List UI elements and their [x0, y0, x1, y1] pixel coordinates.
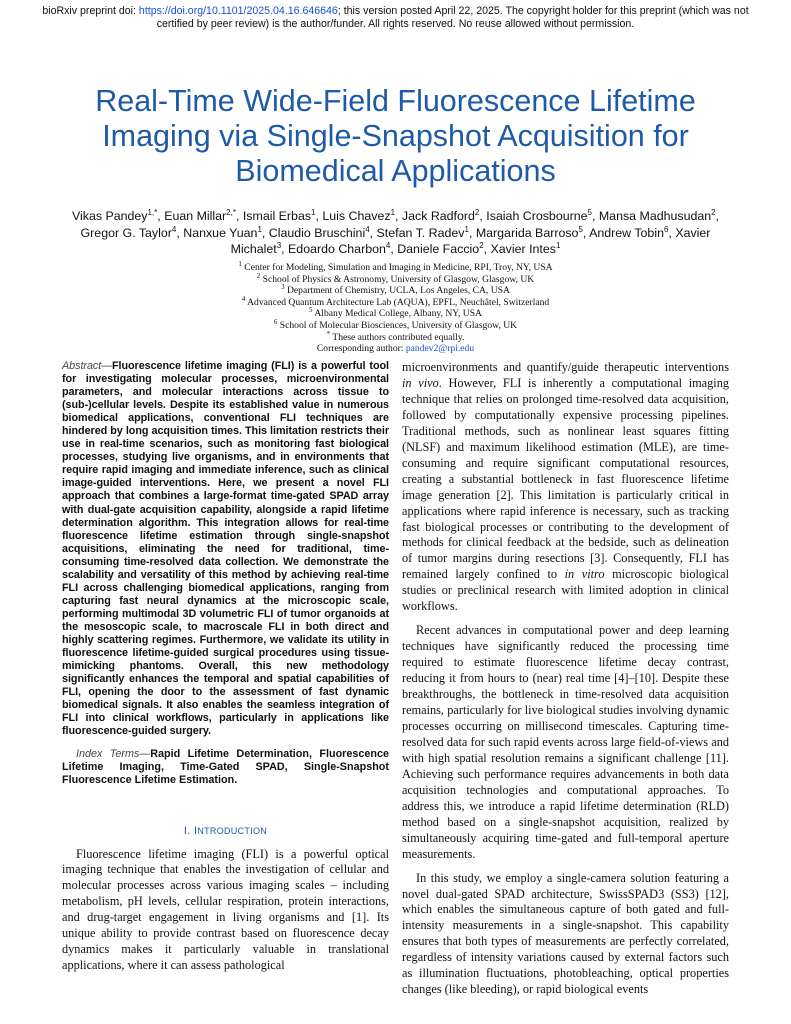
author-name: Luis Chavez [322, 209, 391, 223]
notice-prefix: bioRxiv preprint doi: [42, 5, 139, 17]
intro-paragraph-1: Fluorescence lifetime imaging (FLI) is a powerful optical imaging technique that enables the investigation of cellular and molecular processes across various imaging scales – including metabolism, pH levels, cellular respiration, protein interactions, and drug-target engagement in living organisms and [1]. Its unique ability to provide contrast based on fluorescence decay dynamics makes it particularly valuable in translational applications, where it can assess pathological [62, 846, 389, 973]
affiliation-list [80, 259, 711, 332]
index-terms-text: Rapid Lifetime Determination, Fluorescence Lifetime Imaging, Time-Gated SPAD, Single-Snapshot Fluorescence Lifetime Estimation. [62, 748, 389, 787]
affiliation-text: Department of Chemistry, UCLA, Los Angeles, CA, USA [284, 285, 510, 297]
affiliation-text: School of Molecular Biosciences, University of Glasgow, UK [277, 319, 518, 331]
section-rest: NTRODUCTION [197, 825, 268, 836]
abstract [62, 360, 389, 738]
affiliation-line [80, 285, 711, 297]
left-column [62, 360, 389, 974]
affiliation-mark: 5 [309, 306, 313, 315]
doi-link[interactable]: https://doi.org/10.1101/2025.04.16.646646 [138, 5, 338, 17]
abstract-text: Fluorescence lifetime imaging (FLI) is a powerful tool for investigating molecular processes, microenvironmental parameters, and molecular interactions across tissue to (sub-)cellular levels. Despite its established value in numerous biomedical applications, conventional FLI techniques are hindered by long acquisition times. This limitation restricts their use in real-time scenarios, such as monitoring fast biological processes, studying live organisms, and in environments that require rapid imaging and immediate inference, such as clinical image-guided interventions. Here, we present a novel FLI approach that combines a large-format time-gated SPAD array with dual-gate acquisition capability, alongside a rapid lifetime determination algorithm. This integration allows for real-time fluorescence lifetime estimation through single-snapshot acquisitions, eliminating the need for traditional, time-consuming time-resolved data collection. We demonstrate the scalability and versatility of this method by achieving real-time FLI across challenging biomedical applications, ranging from capturing fast neural dynamics at the microscopic scale, performing multimodal 3D volumetric FLI of tumor organoids at the mesoscopic scale, to macroscale FLI in both direct and highly scattering regimes. Furthermore, we validate its utility in fluorescence lifetime-guided surgical procedures using tissue-mimicking phantoms. Overall, this new methodology significantly enhances the temporal and spatial capabilities of FLI, opening the door to the assessment of fast dynamic biomedical signals. It also enables the seamless integration of FLI into clinical workflows, particularly in applications like fluorescence-guided surgery. [62, 360, 389, 738]
affiliation-line [80, 308, 711, 320]
author-name: Ismail Erbas [242, 209, 312, 223]
author-affiliation-mark: 1 [555, 241, 561, 251]
author-affiliation-mark: 1 [311, 207, 316, 217]
section-heading-introduction [62, 825, 389, 837]
affiliation-mark: 2 [256, 271, 261, 280]
author-affiliation-mark: 4 [171, 224, 177, 234]
index-terms [62, 748, 389, 787]
affiliation-mark: 3 [281, 283, 285, 291]
author-affiliation-mark: 4 [365, 224, 370, 234]
author-affiliation-mark: 2,* [226, 207, 236, 217]
author-name: Nanxue Yuan [183, 225, 258, 240]
p1-part-a: microenvironments and quantify/guide therapeutic interventions [402, 360, 729, 374]
author-affiliation-mark: 2 [474, 207, 480, 217]
p1-part-c: microscopic biological studies or preclinical research with limited adoption in clinical workflows. [402, 567, 729, 614]
author-name: Vikas Pandey [71, 209, 148, 223]
author-name: Claudio Bruschini [268, 225, 366, 240]
author-name: Euan Millar [164, 209, 227, 223]
affiliation-line [80, 271, 711, 286]
p1-part-b: . However, FLI is inherently a computational imaging technique that relies on prolonged time-resolved data acquisition, followed by computationally expensive processing pipelines. Traditional methods, such as nonlinear least squares fitting (NLSF) and maximum likelihood estimation (MLE), are time-consuming and require significant computational resources, creating a substantial bottleneck in fast fluorescence lifetime image generation [2]. This limitation is particularly critical in applications where rapid inference is necessary, such as tracking fast biological processes or contributing to the development of methods for clinical feedback at the bedside, such as delineation of tumor margins during resections [3]. Consequently, FLI has remained largely confined to [402, 375, 729, 582]
author-name: Stefan T. Radev [376, 225, 465, 240]
section-initial: I [193, 824, 198, 837]
equal-contribution-text: These authors contributed equally. [332, 331, 465, 343]
affiliation-text: Albany Medical College, Albany, NY, USA [312, 308, 482, 320]
p1-italic-in-vitro: in vitro [564, 567, 605, 582]
author-name: Xavier Intes [490, 242, 556, 257]
author-affiliation-mark: 3 [276, 241, 282, 251]
author-affiliation-mark: 1 [390, 207, 396, 217]
author-affiliation-mark: 2 [479, 241, 484, 251]
affiliation-text: Advanced Quantum Architecture Lab (AQUA), EPFL, Neuchâtel, Switzerland [245, 296, 550, 308]
author-name: Mansa Madhusudan [598, 209, 712, 223]
author-name: Jack Radford [401, 209, 475, 223]
preprint-notice [40, 5, 751, 31]
abstract-lead: Abstract— [62, 360, 112, 372]
author-affiliation-mark: 1 [464, 224, 469, 234]
author-affiliation-mark: 2 [711, 207, 716, 217]
affiliation-mark: 6 [273, 317, 278, 326]
index-terms-lead: Index Terms— [76, 748, 151, 761]
corresponding-email-link[interactable]: pandev2@rpi.edu [405, 343, 475, 355]
notice-rest: ; this version posted April 22, 2025. The copyright holder for this preprint (which was not certified by peer review) is the author/funder. All rights reserved. No reuse allowed without permission. [156, 5, 749, 30]
affiliation-mark: 4 [241, 294, 246, 303]
author-list: Vikas Pandey$^{1,*}$, Euan Millar$^{2,*}$, Ismail Erbas$^1$, Luis Chavez$^1$, Jack Radford$^2$, Isaiah Crosbourne$^5$, Mansa Madhusudan$^2$, Gregor G. Taylor$^4$, Nanxue Yuan$^1$, Claudio Bruschini$^4$, Stefan T. Radev$^1$, Margarida Barroso$^5$, Andrew Tobin$^6$, Xavier Michalet$^3$, Edoardo Charbon$^4$, Daniele Faccio$^2$, Xavier Intes$^1$ [71, 207, 720, 257]
author-affiliation-mark: 6 [663, 224, 669, 234]
affiliations [80, 259, 711, 355]
affiliation-line [80, 259, 711, 274]
author-name: Xavier Michalet [230, 225, 711, 257]
author-name: Edoardo Charbon [288, 242, 386, 257]
affiliation-text: School of Physics & Astronomy, University of Glasgow, Glasgow, UK [260, 273, 535, 285]
affiliation-line [80, 294, 711, 309]
author-affiliation-mark: 4 [385, 241, 391, 251]
author-name: Andrew Tobin [589, 225, 664, 240]
affiliation-text: Center for Modeling, Simulation and Imaging in Medicine, RPI, Troy, NY, USA [241, 262, 553, 273]
equal-contribution-mark: * [326, 329, 331, 338]
author-affiliation-mark: 5 [578, 224, 583, 234]
author-affiliation-mark: 1 [257, 224, 262, 234]
intro-paragraph-2: Recent advances in computational power and deep learning techniques have significantly reduced the processing time required to estimate fluorescence lifetime decay contrast, reducing it from hours to (near) real time [4]–[10]. Despite these breakthroughs, the bottleneck in time-resolved data acquisition remains, particularly for live biological studies involving dynamic processes occurring on millisecond timescales. Capturing time-resolved data for such rapid events across large field-of-views and with high spatial resolution remains a significant challenge [11]. Achieving such performance requires advancements in both data acquisition technologies and computational approaches. To address this, we introduce a rapid lifetime determination (RLD) method based on a single-snapshot acquisition, realized by simultaneously acquiring time-gated and full-temporal aperture measurements. [402, 623, 729, 861]
corresponding-label: Corresponding author: [316, 343, 406, 355]
author-name: Gregor G. Taylor [80, 225, 172, 240]
author-name: Daniele Faccio [397, 242, 480, 257]
author-name: Isaiah Crosbourne [486, 209, 588, 223]
author-affiliation-mark: 1,* [147, 207, 158, 217]
intro-paragraph-1-continued [402, 360, 729, 615]
p1-italic-in-vivo: in vivo [402, 375, 439, 390]
corresponding-author [80, 343, 711, 355]
right-column [402, 360, 729, 998]
affiliation-mark: 1 [238, 259, 242, 268]
intro-paragraph-3: In this study, we employ a single-camera solution featuring a novel dual-gated SPAD architecture, SwissSPAD3 (SS3) [12], which enables the simultaneous capture of both gated and full-intensity measurements in a single-snapshot. This capability ensures that both types of measurements are perfectly correlated, regardless of intensity variations caused by external factors such as illumination fluctuations, photobleaching, optical properties changes (like bleeding), or rapid biological events [402, 870, 729, 997]
author-name: Margarida Barroso [475, 225, 579, 240]
affiliation-line [80, 317, 711, 332]
author-affiliation-mark: 5 [587, 207, 592, 217]
paper-title: Real-Time Wide-Field Fluorescence Lifetime Imaging via Single-Snapshot Acquisition for Biomedical Applications [95, 84, 696, 188]
equal-contribution-note [80, 329, 711, 344]
section-numeral: I. [183, 824, 194, 837]
